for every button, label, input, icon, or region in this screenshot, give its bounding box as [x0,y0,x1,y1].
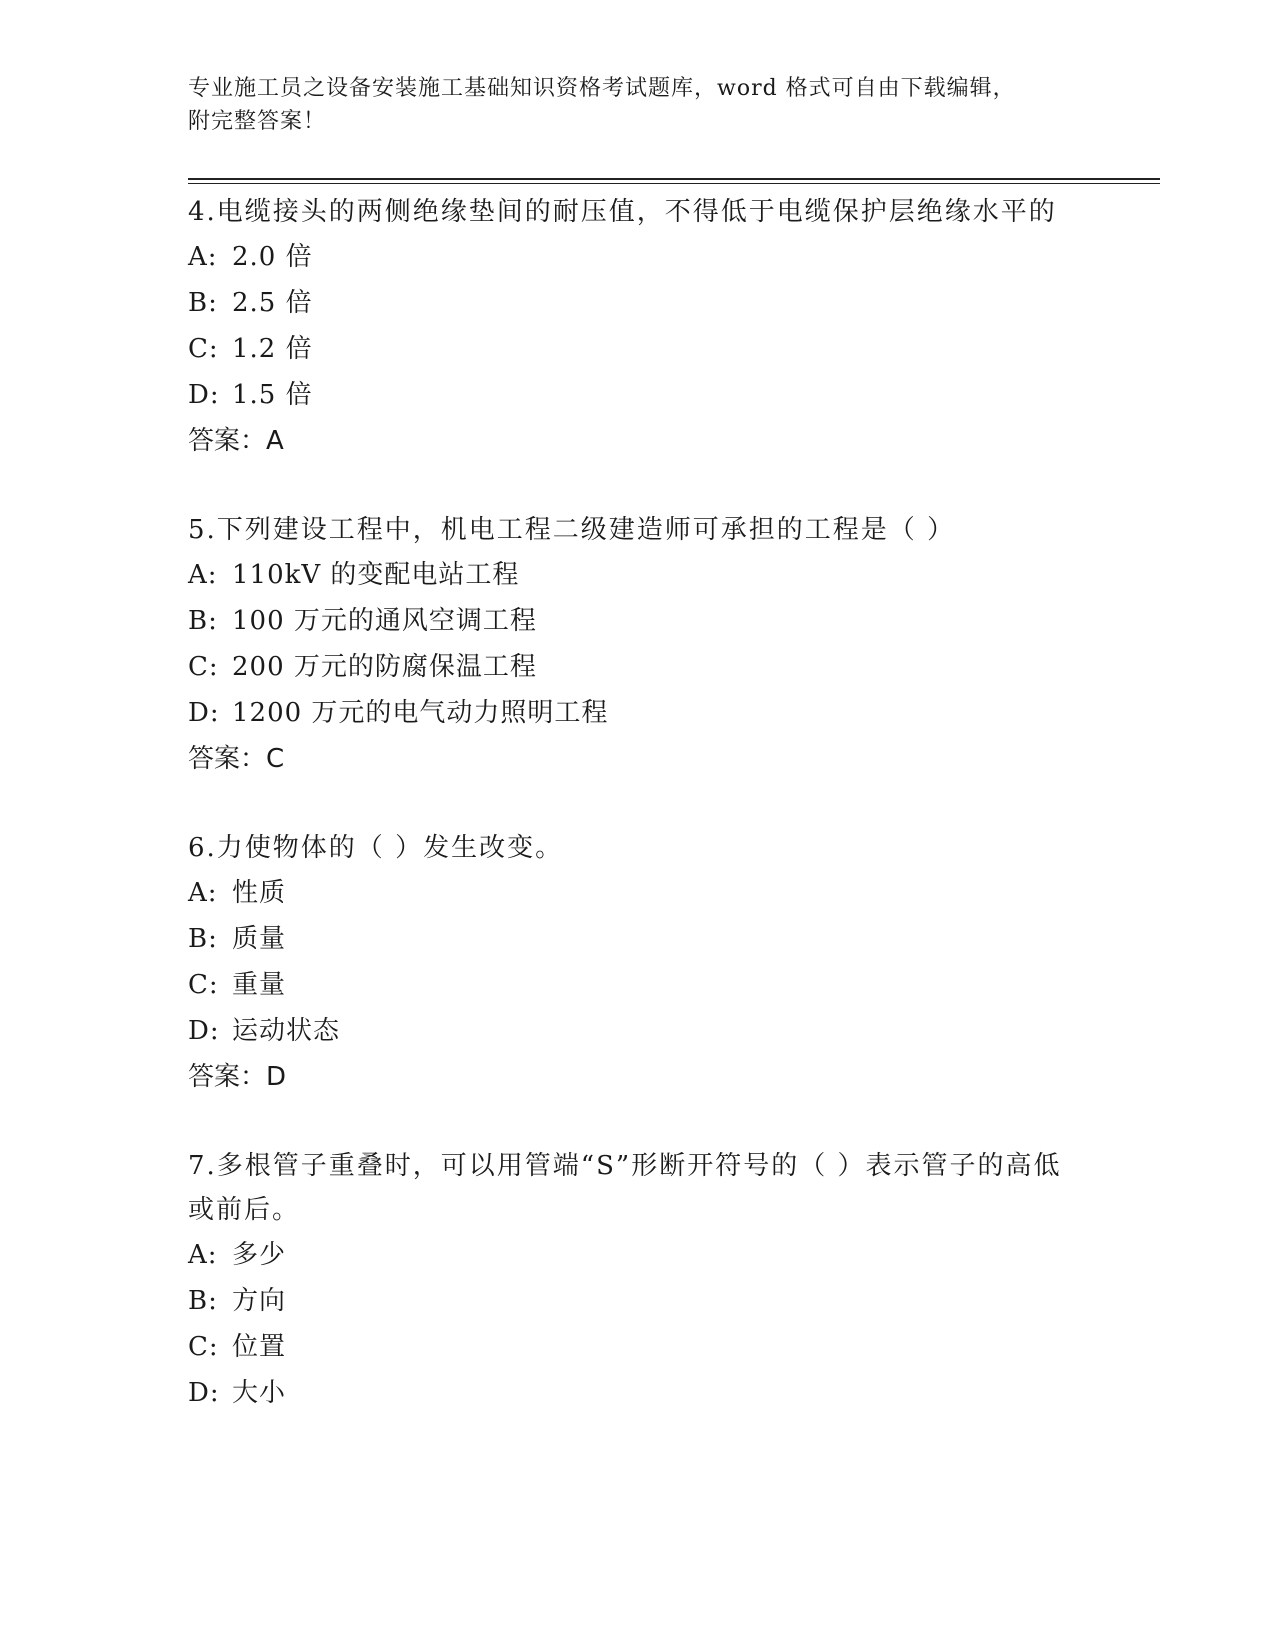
option-letter: A: [188,878,218,908]
option-text: 运动状态 [232,1016,341,1046]
option-text: 110kV 的变配电站工程 [232,560,520,590]
option-b [188,280,1160,326]
option-text: 1200 万元的电气动力照明工程 [232,698,609,728]
option-letter: D: [188,698,220,728]
document-page [188,0,1160,1650]
option-letter: D: [188,1016,220,1046]
answer-label: 答案：D [188,1062,287,1092]
question-item [188,1144,1160,1416]
option-a [188,870,1160,916]
option-d [188,690,1160,736]
option-c [188,326,1160,372]
document-header [188,72,1048,138]
option-letter: C: [188,1332,219,1362]
option-letter: B: [188,1286,218,1316]
question-text: 7.多根管子重叠时，可以用管端“S”形断开符号的（ ）表示管子的高低或前后。 [188,1151,1062,1225]
option-text: 2.0 倍 [232,242,313,272]
option-letter: B: [188,606,218,636]
header-divider-thin [188,183,1160,184]
question-text: 4.电缆接头的两侧绝缘垫间的耐压值，不得低于电缆保护层绝缘水平的 [188,197,1057,227]
option-a [188,552,1160,598]
option-text: 重量 [232,970,287,1000]
option-letter: D: [188,1378,220,1408]
option-d [188,1370,1160,1416]
option-text: 大小 [232,1378,287,1408]
option-c [188,644,1160,690]
option-text: 100 万元的通风空调工程 [232,606,537,636]
option-letter: A: [188,560,218,590]
option-a [188,234,1160,280]
option-letter: C: [188,652,219,682]
option-text: 质量 [232,924,287,954]
option-c [188,1324,1160,1370]
option-text: 1.5 倍 [232,380,313,410]
option-b [188,1278,1160,1324]
header-line-1: 专业施工员之设备安装施工基础知识资格考试题库，word 格式可自由下载编辑， [188,76,1016,101]
option-text: 1.2 倍 [232,334,313,364]
option-text: 性质 [232,878,287,908]
question-list [188,190,1160,1460]
option-a [188,1232,1160,1278]
option-c [188,962,1160,1008]
header-divider-thick [188,178,1160,180]
option-letter: C: [188,970,219,1000]
option-b [188,916,1160,962]
option-letter: C: [188,334,219,364]
option-letter: A: [188,242,218,272]
question-item [188,508,1160,782]
option-b [188,598,1160,644]
option-letter: D: [188,380,220,410]
option-d [188,372,1160,418]
option-text: 200 万元的防腐保温工程 [232,652,537,682]
option-text: 位置 [232,1332,287,1362]
option-text: 方向 [232,1286,287,1316]
option-text: 2.5 倍 [232,288,313,318]
option-letter: B: [188,288,218,318]
answer-label: 答案：C [188,744,285,774]
question-text: 5.下列建设工程中，机电工程二级建造师可承担的工程是（ ） [188,515,956,545]
question-item [188,826,1160,1100]
header-line-2: 附完整答案！ [188,109,327,134]
question-item [188,190,1160,464]
option-letter: A: [188,1240,218,1270]
option-letter: B: [188,924,218,954]
question-text: 6.力使物体的（ ）发生改变。 [188,833,564,863]
option-d [188,1008,1160,1054]
option-text: 多少 [232,1240,287,1270]
answer-label: 答案：A [188,426,284,456]
